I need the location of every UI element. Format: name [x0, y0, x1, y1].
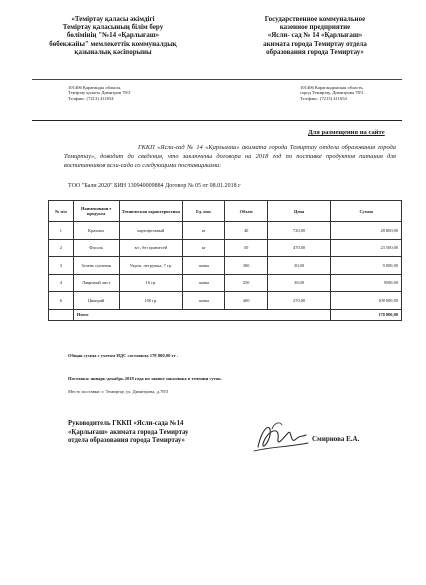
col-header-spec: Техническая характеристика: [119, 201, 183, 222]
header-line: қазыналық кәсіпорыны: [74, 47, 152, 56]
supplier-line: ТОО "Бали 2020" БИН 130940009884 Договор № 05 от 08.01.2018 г: [68, 183, 241, 189]
cell-spec: картофельный: [119, 222, 183, 240]
address-line: Тел/факс: (7213) 411654: [300, 95, 347, 101]
header-line: бөлімінің "№14 «Қарлығаш»: [66, 31, 160, 40]
address-line: 101406 Карагандинская область,: [300, 85, 364, 90]
cell-sum: 23 500,00: [331, 239, 402, 257]
signatory-title: [68, 420, 189, 446]
header-russian: [240, 15, 390, 56]
placement-note: Для размещения на сайте: [308, 129, 385, 136]
address-line: Теміртау қаласы Димитров 78/3: [68, 90, 131, 96]
cell-spec: 10 гр.: [119, 274, 183, 292]
cell-number: 6: [49, 292, 74, 310]
signatory-name: Смирнова Е.А.: [312, 435, 360, 443]
col-header-product: Наименовани е продукта: [73, 201, 119, 222]
cell-sum: 9 000,00: [331, 257, 402, 275]
cell-spec: Укроп, петрушка, 7 гр.: [119, 257, 183, 275]
cell-number: 4: [49, 274, 74, 292]
header-divider: [32, 79, 402, 80]
cell-price: 720,00: [267, 222, 331, 240]
col-header-price: Цена: [267, 201, 331, 222]
cell-empty: [49, 309, 74, 320]
header-line: бөбекжайы" мемлекеттік коммуналдық: [49, 39, 177, 48]
delivery-period-note: Поставка: январь-декабрь 2018 года по заявке заказчика в течении суток.: [68, 376, 222, 381]
cell-number: 2: [49, 239, 74, 257]
cell-sum: 108 000,00: [331, 292, 402, 310]
cell-number: 3: [49, 257, 74, 275]
cell-unit: пачка: [183, 274, 225, 292]
cell-spec: в/с, без примесей: [119, 239, 183, 257]
signatory-line: отдела образования города Темиртау»: [68, 437, 185, 445]
cell-number: 1: [49, 222, 74, 240]
table-row: [49, 274, 402, 292]
cell-sum: 28 800,00: [331, 222, 402, 240]
cell-sum: 9500,00: [331, 274, 402, 292]
header-line: образования города Темиртау»: [266, 47, 364, 56]
cell-unit: кг: [183, 222, 225, 240]
cell-price: 38,00: [267, 274, 331, 292]
header-line: Государственное коммунальное: [264, 15, 366, 23]
table-row: [49, 239, 402, 257]
cell-spec: 100 гр.: [119, 292, 183, 310]
total-value: 178 800,00: [331, 309, 402, 320]
header-line: Теміртау қаласының білім беру: [62, 23, 164, 32]
cell-product: Зелень сушеная: [73, 257, 119, 275]
table-header-row: [49, 201, 402, 222]
cell-volume: 50: [225, 239, 267, 257]
delivery-place-note: Место поставки: г. Темиртау, ул. Димитрова, д.78/3: [68, 389, 169, 394]
address-line: 101406 Қарағанды облысы,: [68, 85, 122, 90]
header-kazakh: [38, 15, 188, 56]
total-sum-note: Общая сумма с учетом НДС составила 178 800,00 тг .: [68, 353, 179, 358]
col-header-sum: Сумма: [331, 201, 402, 222]
table-row: [49, 257, 402, 275]
intro-paragraph: ГККП «Ясли-сад № 14 «Қарлығаш» акимата города Темиртау отдела образования города Темиртау», доводит до сведения, что заключены договора на 2018 год по поставке продуктов питания для воспитанников ясли-сада со следующими поставщиками:: [64, 144, 396, 169]
cell-product: Лавровый лист: [73, 274, 119, 292]
address-line: город Темиртау, Димитрова 78/3: [300, 90, 364, 96]
table-total-row: [49, 309, 402, 320]
handwritten-signature: [250, 417, 312, 459]
header-line: «Ясли- сад № 14 «Қарлығаш»: [267, 31, 363, 40]
col-header-unit: Ед. изм.: [183, 201, 225, 222]
cell-price: 470,00: [267, 239, 331, 257]
header-line: казенное предприятие: [279, 23, 351, 32]
cell-price: 270,00: [267, 292, 331, 310]
cell-volume: 250: [225, 274, 267, 292]
header-line: «Теміртау қаласы әкімдігі: [71, 15, 155, 23]
col-header-volume: Объем: [225, 201, 267, 222]
cell-product: Цикорий: [73, 292, 119, 310]
cell-product: Крахмал: [73, 222, 119, 240]
table-row: [49, 222, 402, 240]
table-row: [49, 292, 402, 310]
address-line: Телфакс: (7213) 411654: [68, 95, 114, 101]
address-russian: [300, 85, 390, 101]
total-label: Итого: [73, 309, 331, 320]
header-line: акимата города Темиртау отдела: [263, 39, 367, 48]
cell-unit: пачка: [183, 257, 225, 275]
cell-volume: 400: [225, 292, 267, 310]
address-divider: [32, 120, 402, 121]
goods-table: [48, 200, 402, 321]
signatory-line: Руководитель ГККП «Ясли-сада №14: [68, 420, 184, 427]
cell-unit: кг: [183, 239, 225, 257]
signatory-line: «Қарлығаш» акимата города Темиртау: [68, 428, 189, 436]
cell-unit: пачка: [183, 292, 225, 310]
cell-volume: 300: [225, 257, 267, 275]
cell-product: Фасоль: [73, 239, 119, 257]
address-kazakh: [68, 85, 168, 101]
cell-volume: 40: [225, 222, 267, 240]
col-header-number: № п/п: [49, 201, 74, 222]
cell-price: 30,00: [267, 257, 331, 275]
